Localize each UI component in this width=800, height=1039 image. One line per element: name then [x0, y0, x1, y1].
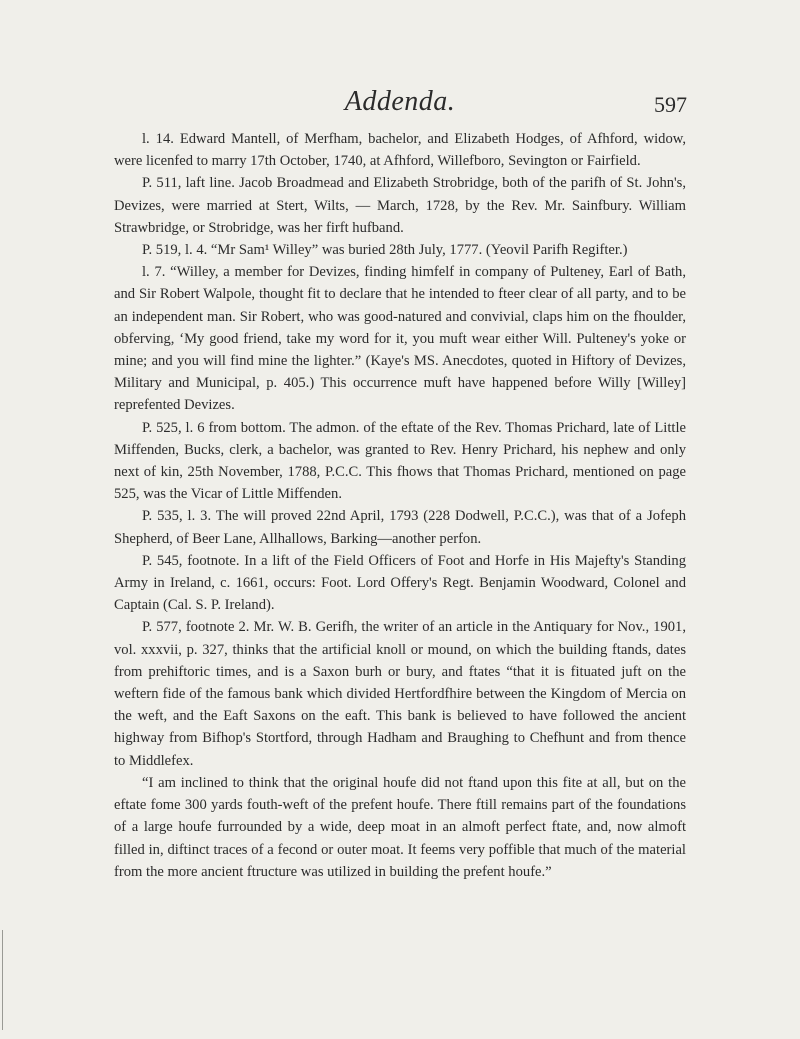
page-number: 597	[654, 92, 687, 117]
entry-p519-l7: l. 7. “Willey, a member for Devizes, finding himfelf in company of Pulteney, Earl of Bath, and Sir Robert Walpole, thought fit to declare that he intended to fteer clear of all party, and to be an independent man. Sir Robert, who was good-natured and convivial, claps him on the fhoulder, obferving, ‘My good friend, take my word for it, you muft wear either Will. Pulteney's yoke or mine; and you will find mine the lighter.” (Kaye's MS. Anecdotes, quoted in Hiftory of Devizes, Military and Municipal, p. 405.) This occurrence muft have happened before Willy [Willey] reprefented Devizes.	[114, 264, 686, 414]
entry-p577: P. 577, footnote 2. Mr. W. B. Gerifh, the writer of an article in the Antiquary for Nov., 1901, vol. xxxvii, p. 327, thinks that the artificial knoll or mound, on which the building ftands, dates from prehiftoric times, and is a Saxon burh or bury, and ftates “that it is fituated juft on the weftern fide of the famous bank which divided Hertfordfhire between the Kingdom of Mercia on the weft, and the Eaft Saxons on the eaft. This bank is believed to have followed the ancient highway from Bifhop's Stortford, through Hadham and Braughing to Chefhunt and from thence to Middlefex.	[114, 619, 686, 769]
entry-p535: P. 535, l. 3. The will proved 22nd April, 1793 (228 Dodwell, P.C.C.), was that of a Jofeph Shepherd, of Beer Lane, Allhallows, Barking—another perfon.	[114, 508, 686, 547]
page-title: Addenda.	[344, 86, 456, 117]
scan-edge-line	[2, 930, 3, 1030]
entry-p577-quote: “I am inclined to think that the original houfe did not ftand upon this fite at all, but on the eftate fome 300 yards fouth-weft of the prefent houfe. There ftill remains part of the foundations of a large houfe furrounded by a wide, deep moat in an almoft perfect ftate, and, now almoft filled in, diftinct traces of a fecond or outer moat. It feems very poffible that much of the material from the more ancient ftructure was utilized in building the prefent houfe.”	[114, 774, 686, 880]
entry-p525: P. 525, l. 6 from bottom. The admon. of the eftate of the Rev. Thomas Prichard, late of Little Miffenden, Bucks, clerk, a bachelor, was granted to Rev. Henry Prichard, his nephew and only next of kin, 25th November, 1788, P.C.C. This fhows that Thomas Prichard, mentioned on page 525, was the Vicar of Little Miffenden.	[114, 419, 686, 503]
body-text	[114, 128, 686, 883]
running-head	[0, 86, 800, 122]
entry-p510-l14: l. 14. Edward Mantell, of Merfham, bachelor, and Elizabeth Hodges, of Afhford, widow, were licenfed to marry 17th October, 1740, at Afhford, Willefboro, Sevington or Fairfield.	[114, 131, 686, 170]
entry-p511: P. 511, laft line. Jacob Broadmead and Elizabeth Strobridge, both of the parifh of St. John's, Devizes, were married at Stert, Wilts, — March, 1728, by the Rev. Mr. Sainfbury. William Strawbridge, or Strobridge, was her firft hufband.	[114, 175, 686, 236]
entry-p519-l4: P. 519, l. 4. “Mr Sam¹ Willey” was buried 28th July, 1777. (Yeovil Parifh Regifter.)	[142, 242, 628, 259]
entry-p545: P. 545, footnote. In a lift of the Field Officers of Foot and Horfe in His Majefty's Standing Army in Ireland, c. 1661, occurs: Foot. Lord Offery's Regt. Benjamin Woodward, Colonel and Captain (Cal. S. P. Ireland).	[114, 552, 686, 614]
